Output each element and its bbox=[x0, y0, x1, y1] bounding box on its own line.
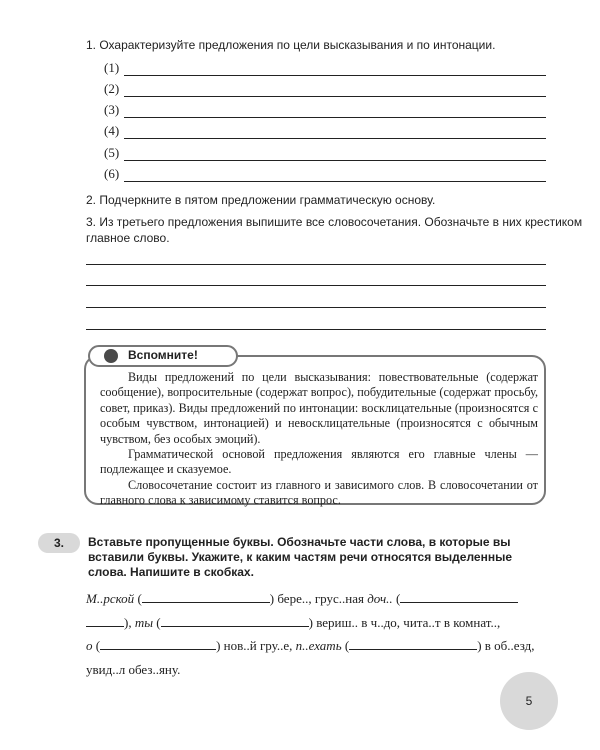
exercise-line-3 bbox=[86, 638, 535, 654]
answer-gap[interactable] bbox=[142, 591, 270, 603]
answer-line[interactable] bbox=[104, 81, 546, 97]
task-number-badge bbox=[38, 533, 80, 553]
text: ( bbox=[153, 615, 161, 630]
task-number: 3. bbox=[53, 536, 64, 550]
task3a-instruction-line2: главное слово. bbox=[86, 231, 170, 245]
answer-blank[interactable] bbox=[124, 105, 546, 118]
answer-gap[interactable] bbox=[400, 591, 518, 603]
answer-line[interactable] bbox=[104, 166, 546, 182]
text: ( bbox=[392, 591, 401, 606]
remember-title: Вспомните! bbox=[128, 348, 198, 362]
task2-instruction: 2. Подчеркните в пятом предложении грамматическую основу. bbox=[86, 193, 436, 207]
answer-blank[interactable] bbox=[124, 148, 546, 161]
answer-line-number: (5) bbox=[104, 145, 120, 160]
task1-instruction: 1. Охарактеризуйте предложения по цели высказывания и по интонации. bbox=[86, 38, 496, 52]
remember-paragraph: Виды предложений по цели высказывания: повествовательные (содержат сообщение), вопросительные (содержат вопрос), побудительные (содержат просьбу, совет, приказ). Виды предложений по интонации: восклицательные (произносятся с особым чувством, интонацией) и невосклицательные (произносятся с обычным чувством, без особых эмоций). bbox=[100, 370, 538, 446]
remember-paragraph: Словосочетание состоит из главного и зависимого слов. В словосочетании от главного слова к зависимому ставится вопрос. bbox=[100, 477, 538, 508]
answer-line[interactable] bbox=[104, 102, 546, 118]
text: ) в об..езд, bbox=[477, 638, 535, 653]
text: ), bbox=[124, 615, 135, 630]
answer-gap[interactable] bbox=[100, 638, 216, 650]
page-number: 5 bbox=[525, 694, 533, 708]
answer-line[interactable] bbox=[104, 60, 546, 76]
page-number-circle bbox=[500, 672, 558, 730]
answer-line-number: (4) bbox=[104, 123, 120, 138]
answer-line-number: (3) bbox=[104, 102, 120, 117]
answer-blank[interactable] bbox=[124, 84, 546, 97]
answer-line[interactable] bbox=[104, 145, 546, 161]
answer-gap[interactable] bbox=[161, 615, 309, 627]
text: ( bbox=[92, 638, 101, 653]
writing-line[interactable] bbox=[86, 307, 546, 308]
answer-line-number: (6) bbox=[104, 166, 120, 181]
task3-instruction: Вставьте пропущенные буквы. Обозначьте части слова, в которые вы вставили буквы. Укажите, к каким частям речи относятся выделенные слова. Напишите в скобках. bbox=[88, 535, 513, 579]
answer-line-number: (1) bbox=[104, 60, 120, 75]
text: ( bbox=[341, 638, 350, 653]
writing-line[interactable] bbox=[86, 264, 546, 265]
exercise-line-1 bbox=[86, 591, 518, 607]
text: ( bbox=[134, 591, 142, 606]
answer-gap[interactable] bbox=[349, 638, 477, 650]
writing-line[interactable] bbox=[86, 285, 546, 286]
exercise-line-4: увид..л обез..яну. bbox=[86, 662, 181, 677]
answer-blank[interactable] bbox=[124, 126, 546, 139]
highlighted-word: доч.. bbox=[367, 591, 393, 606]
exercise-line-2 bbox=[86, 615, 500, 631]
text: ) бере.., грус..ная bbox=[269, 591, 368, 606]
writing-line[interactable] bbox=[86, 329, 546, 330]
highlighted-word: ты bbox=[134, 615, 154, 630]
answer-blank[interactable] bbox=[124, 63, 546, 76]
highlighted-word: о bbox=[86, 638, 93, 653]
task3a-instruction-line1: 3. Из третьего предложения выпишите все словосочетания. Обозначьте в них крестиком bbox=[86, 215, 583, 229]
text: ) нов..й гру..е, bbox=[216, 638, 296, 653]
highlighted-word: М..рской bbox=[86, 591, 135, 606]
text: ) вериш.. в ч..до, чита..т в комнат.., bbox=[308, 615, 501, 630]
answer-gap[interactable] bbox=[86, 615, 124, 627]
remember-paragraph: Грамматической основой предложения являются его главные члены — подлежащее и сказуемое. bbox=[100, 447, 538, 477]
highlighted-word: п..ехать bbox=[295, 638, 342, 653]
answer-line[interactable] bbox=[104, 123, 546, 139]
answer-blank[interactable] bbox=[124, 169, 546, 182]
bullet-dot-icon bbox=[104, 349, 118, 363]
remember-text bbox=[100, 370, 538, 509]
answer-line-number: (2) bbox=[104, 81, 120, 96]
